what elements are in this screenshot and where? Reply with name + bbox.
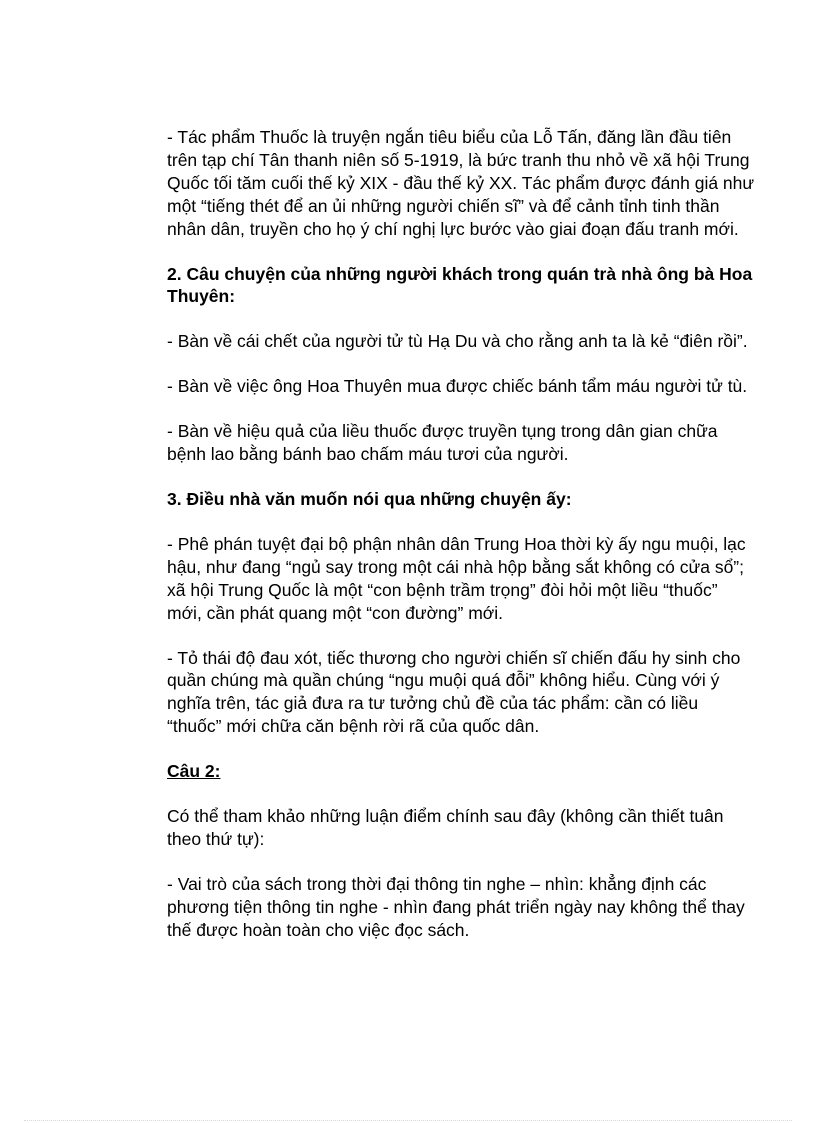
section-2-item: - Bàn về việc ông Hoa Thuyên mua được chiếc bánh tẩm máu người tử tù. bbox=[167, 376, 748, 397]
document-body bbox=[167, 126, 757, 964]
question-2-heading: Câu 2: bbox=[167, 761, 221, 782]
section-3-item: - Phê phán tuyệt đại bộ phận nhân dân Trung Hoa thời kỳ ấy ngu muội, lạc hậu, như đang “ngủ say trong một cái nhà hộp bằng sắt không có cửa sổ”; xã hội Trung Quốc là một “con bệnh trầm trọng” đòi hỏi một liều “thuốc” mới, cần phát quang một “con đường” mới. bbox=[167, 533, 746, 623]
page-bottom-divider bbox=[24, 1120, 792, 1121]
question-2-intro: Có thể tham khảo những luận điểm chính sau đây (không cần thiết tuân theo thứ tự): bbox=[167, 806, 724, 849]
question-2-item: - Vai trò của sách trong thời đại thông tin nghe – nhìn: khẳng định các phương tiện thông tin nghe - nhìn đang phát triển ngày nay không thể thay thế được hoàn toàn cho việc đọc sách. bbox=[167, 873, 745, 940]
intro-paragraph: - Tác phẩm Thuốc là truyện ngắn tiêu biểu của Lỗ Tấn, đăng lần đầu tiên trên tạp chí Tân thanh niên số 5-1919, là bức tranh thu nhỏ về xã hội Trung Quốc tối tăm cuối thế kỷ XIX - đầu thế kỷ XX. Tác phẩm được đánh giá như một “tiếng thét để an ủi những người chiến sĩ” và để cảnh tỉnh tinh thần nhân dân, truyền cho họ ý chí nghị lực bước vào giai đoạn đấu tranh mới. bbox=[167, 127, 755, 239]
section-2-heading: 2. Câu chuyện của những người khách trong quán trà nhà ông bà Hoa Thuyên: bbox=[167, 263, 753, 307]
section-2-item: - Bàn về cái chết của người tử tù Hạ Du và cho rằng anh ta là kẻ “điên rồi”. bbox=[167, 331, 748, 352]
section-2-item: - Bàn về hiệu quả của liều thuốc được truyền tụng trong dân gian chữa bệnh lao bằng bánh bao chấm máu tươi của người. bbox=[167, 421, 718, 465]
section-3-item: - Tỏ thái độ đau xót, tiếc thương cho người chiến sĩ chiến đấu hy sinh cho quần chúng mà quần chúng “ngu muội quá đỗi” không hiểu. Cùng với ý nghĩa trên, tác giả đưa ra tư tưởng chủ đề của tác phẩm: cần có liều “thuốc” mới chữa căn bệnh rời rã của quốc dân. bbox=[167, 647, 741, 737]
section-3-heading: 3. Điều nhà văn muốn nói qua những chuyện ấy: bbox=[167, 488, 572, 509]
